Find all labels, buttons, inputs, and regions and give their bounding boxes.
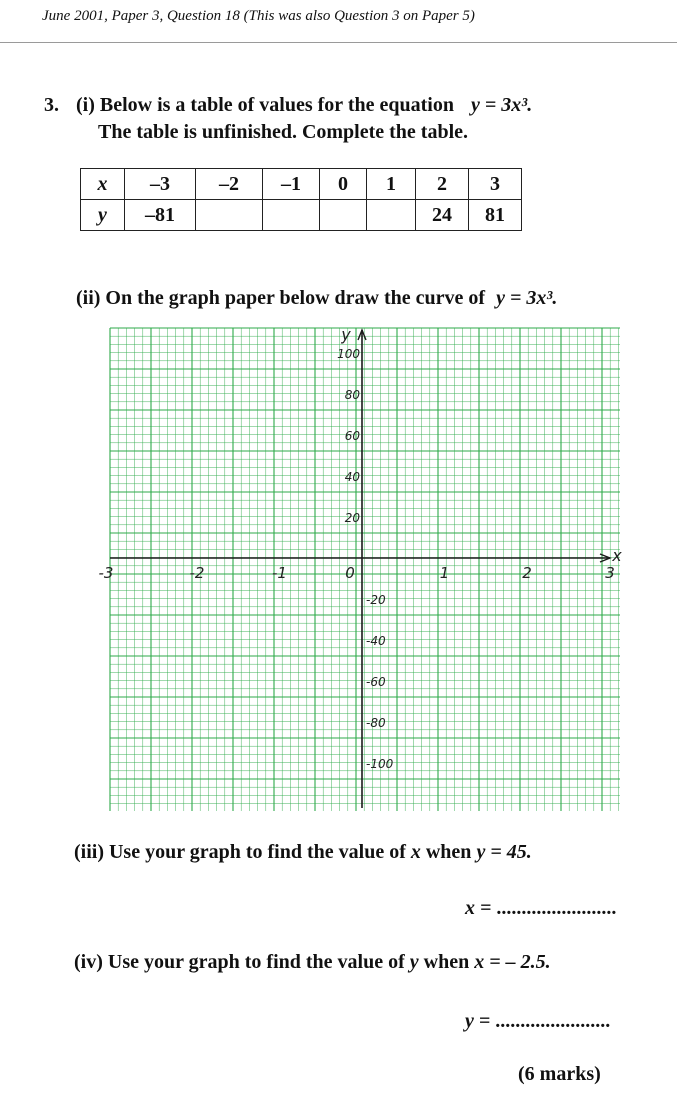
table-cell: 24 <box>416 200 469 231</box>
part-iii-answer <box>465 897 616 920</box>
y-tick-label: -60 <box>366 675 386 689</box>
table-row-x <box>81 169 522 200</box>
x-tick-label: 3 <box>605 564 615 582</box>
x-tick-label: -3 <box>98 564 114 582</box>
table-cell: 2 <box>416 169 469 200</box>
table-cell-blank[interactable] <box>367 200 416 231</box>
part-ii-line <box>76 287 557 310</box>
part-iv-text: (iv) Use your graph to find the value of <box>74 951 405 973</box>
table-cell: 81 <box>469 200 522 231</box>
part-i-text: (i) Below is a table of values for the equation <box>76 94 454 116</box>
part-ii-text: (ii) On the graph paper below draw the curve of <box>76 287 486 309</box>
part-iv-line <box>74 951 551 974</box>
table-header-y: y <box>81 200 125 231</box>
part-iv-condition: x = – 2.5. <box>474 951 551 973</box>
graph-paper[interactable] <box>98 325 622 811</box>
part-iv-var: y <box>409 951 419 973</box>
y-tick-label: 60 <box>344 429 360 443</box>
table-cell: –81 <box>125 200 196 231</box>
y-tick-label: 80 <box>344 388 360 402</box>
table-cell: 1 <box>367 169 416 200</box>
y-tick-label: 100 <box>337 347 360 361</box>
x-tick-label: 1 <box>439 564 450 582</box>
part-iii-var: x <box>410 841 421 863</box>
part-iii-line <box>74 841 532 864</box>
y-tick-label: -100 <box>366 757 394 771</box>
y-tick-label: -20 <box>366 593 386 607</box>
part-i-equation: y = 3x³. <box>470 94 533 116</box>
x-tick-label: 0 <box>345 564 355 582</box>
question-number: 3. <box>44 94 59 116</box>
part-iv-answer <box>465 1010 610 1033</box>
part-iii-answer-field[interactable]: ........................ <box>496 897 617 919</box>
y-axis-name: y <box>341 325 351 344</box>
table-cell: –3 <box>125 169 196 200</box>
y-tick-label: 40 <box>344 470 360 484</box>
part-iii-answer-label: x = <box>465 897 492 919</box>
part-iv-answer-label: y = <box>465 1010 491 1032</box>
table-cell-blank[interactable] <box>320 200 367 231</box>
page-header: June 2001, Paper 3, Question 18 (This was also Question 3 on Paper 5) <box>42 8 475 24</box>
part-iii-when: when <box>425 841 472 863</box>
part-iii-condition: y = 45. <box>476 841 532 863</box>
values-table <box>80 168 522 231</box>
marks-label: (6 marks) <box>518 1063 601 1085</box>
part-i-line2: The table is unfinished. Complete the table. <box>98 121 469 143</box>
part-ii-equation: y = 3x³. <box>496 287 558 309</box>
y-tick-label: -40 <box>366 634 386 648</box>
x-tick-label: -2 <box>189 564 205 582</box>
table-cell-blank[interactable] <box>196 200 263 231</box>
x-tick-label: 2 <box>522 564 532 582</box>
table-cell: 3 <box>469 169 522 200</box>
y-tick-label: -80 <box>366 716 386 730</box>
y-tick-label: 20 <box>344 511 360 525</box>
graph-svg[interactable] <box>98 325 622 811</box>
part-i-line1 <box>76 94 532 117</box>
table-header-x: x <box>81 169 125 200</box>
part-iv-answer-field[interactable]: ....................... <box>495 1010 611 1032</box>
table-cell: 0 <box>320 169 367 200</box>
x-axis-name: x <box>612 546 622 565</box>
table-cell: –1 <box>263 169 320 200</box>
table-cell: –2 <box>196 169 263 200</box>
table-row-y <box>81 200 522 231</box>
part-iv-when: when <box>423 951 470 973</box>
header-divider <box>0 42 677 43</box>
x-tick-label: -1 <box>272 564 287 582</box>
part-iii-text: (iii) Use your graph to find the value of <box>74 841 406 863</box>
table-cell-blank[interactable] <box>263 200 320 231</box>
